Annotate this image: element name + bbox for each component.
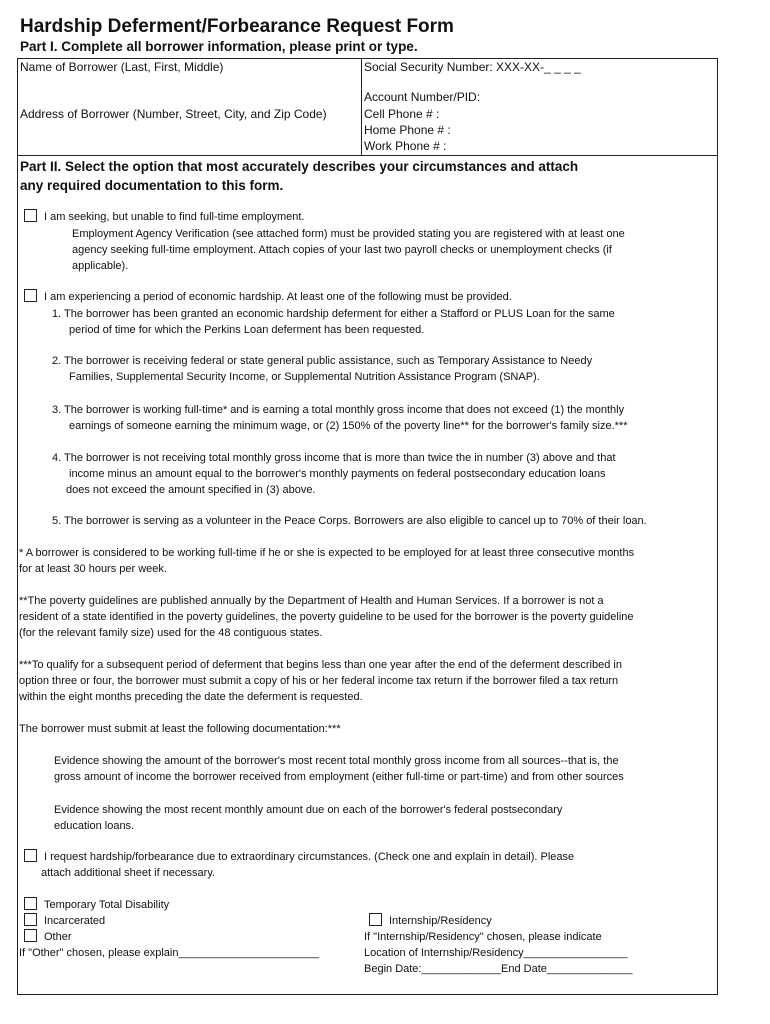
other-label: Other (44, 931, 72, 943)
account-label: Account Number/PID: (364, 90, 481, 104)
hardship-item-2-line2: Families, Supplemental Security Income, or Supplemental Nutrition Assistance Program (SNAP). (69, 371, 540, 383)
account-field[interactable] (364, 90, 480, 104)
cell-phone-field[interactable] (364, 107, 439, 121)
name-field[interactable] (20, 60, 223, 74)
extraordinary-circumstances-checkbox[interactable] (24, 849, 37, 862)
name-label: Name of Borrower (Last, First, Middle) (20, 60, 224, 74)
footnote-3-line3: within the eight months preceding the date the deferment is requested. (19, 691, 363, 703)
part2-heading-line1: Part II. Select the option that most accurately describes your circumstances and attach (20, 159, 579, 174)
unemployment-option-label: I am seeking, but unable to find full-time employment. (44, 211, 305, 223)
address-field[interactable] (20, 107, 327, 121)
hardship-item-3-line2: earnings of someone earning the minimum wage, or (2) 150% of the poverty line** for the borrower's family size.*** (69, 420, 628, 432)
work-phone-label: Work Phone # : (364, 139, 447, 153)
hardship-item-2-line1: 2. The borrower is receiving federal or state general public assistance, such as Temporary Assistance to Needy (52, 355, 593, 367)
footnote-2-line3: (for the relevant family size) used for the 48 contiguous states. (19, 627, 323, 639)
hardship-item-5: 5. The borrower is serving as a volunteer in the Peace Corps. Borrowers are also eligible to cancel up to 70% of their loan. (52, 515, 647, 527)
other-checkbox[interactable] (24, 929, 37, 942)
part1-vertical-divider (361, 58, 362, 155)
hardship-item-3-line1: 3. The borrower is working full-time* and is earning a total monthly gross income that does not exceed (1) the monthly (52, 404, 625, 416)
hardship-item-1-line2: period of time for which the Perkins Loan deferment has been requested. (69, 324, 425, 336)
footnote-3-line1: ***To qualify for a subsequent period of deferment that begins less than one year after the end of the deferment described in (19, 659, 622, 671)
extraordinary-option-label-line2: attach additional sheet if necessary. (41, 867, 216, 879)
footnote-1-line2: for at least 30 hours per week. (19, 563, 167, 575)
footnote-1-line1: * A borrower is considered to be working full-time if he or she is expected to be employed for at least three consecutive months (19, 547, 635, 559)
extraordinary-option-label: I request hardship/forbearance due to extraordinary circumstances. (Check one and explain in detail). Please (44, 851, 575, 863)
hardship-item-1-line1: 1. The borrower has been granted an economic hardship deferment for either a Stafford or PLUS Loan for the same (52, 308, 615, 320)
incarcerated-checkbox[interactable] (24, 913, 37, 926)
work-phone-field[interactable] (364, 139, 447, 153)
economic-hardship-checkbox[interactable] (24, 289, 37, 302)
internship-location-field[interactable]: Location of Internship/Residency_________________ (364, 947, 628, 959)
economic-hardship-option-label: I am experiencing a period of economic hardship. At least one of the following must be provided. (44, 291, 512, 303)
documentation-intro: The borrower must submit at least the following documentation:*** (19, 723, 341, 735)
other-explain-field[interactable]: If "Other" chosen, please explain_______________________ (19, 947, 320, 959)
part2-heading-line2: any required documentation to this form. (20, 178, 284, 193)
documentation-2-line1: Evidence showing the most recent monthly amount due on each of the borrower's federal postsecondary (54, 804, 563, 816)
hardship-item-4-line2: income minus an amount equal to the borrower's monthly payments on federal postsecondary education loans (69, 468, 606, 480)
unemployment-desc-line3: applicable). (72, 260, 129, 272)
address-label: Address of Borrower (Number, Street, City, and Zip Code) (20, 107, 327, 121)
ssn-label: Social Security Number: XXX-XX-_ _ _ _ (364, 60, 581, 74)
footnote-3-line2: option three or four, the borrower must submit a copy of his or her federal income tax return if the borrower filed a tax return (19, 675, 619, 687)
internship-indicate-text: If "Internship/Residency" chosen, please indicate (364, 931, 602, 943)
footnote-2-line2: resident of a state identified in the poverty guidelines, the poverty guideline to be used for the borrower is the poverty guideline (19, 611, 634, 623)
footnote-2-line1: **The poverty guidelines are published annually by the Department of Health and Human Services. If a borrower is not a (19, 595, 604, 607)
internship-residency-checkbox[interactable] (369, 913, 382, 926)
documentation-1-line1: Evidence showing the amount of the borrower's most recent total monthly gross income from all sources--that is, the (54, 755, 619, 767)
unemployment-desc-line2: agency seeking full-time employment. Attach copies of your last two payroll checks or unemployment checks (if (72, 244, 612, 256)
hardship-item-4-line1: 4. The borrower is not receiving total monthly gross income that is more than twice the in number (3) above and that (52, 452, 616, 464)
home-phone-field[interactable] (364, 123, 451, 137)
cell-phone-label: Cell Phone # : (364, 107, 440, 121)
documentation-1-line2: gross amount of income the borrower received from employment (either full-time or part-time) and from other sources (54, 771, 624, 783)
temporary-disability-label: Temporary Total Disability (44, 899, 170, 911)
documentation-2-line2: education loans. (54, 820, 135, 832)
hardship-item-4-line3: does not exceed the amount specified in (3) above. (66, 484, 316, 496)
temporary-disability-checkbox[interactable] (24, 897, 37, 910)
incarcerated-label: Incarcerated (44, 915, 106, 927)
internship-residency-label: Internship/Residency (389, 915, 492, 927)
part1-heading: Part I. Complete all borrower information, please print or type. (20, 39, 418, 54)
ssn-field[interactable] (364, 60, 581, 74)
unemployment-checkbox[interactable] (24, 209, 37, 222)
form-title: Hardship Deferment/Forbearance Request Form (20, 16, 454, 37)
unemployment-desc-line1: Employment Agency Verification (see attached form) must be provided stating you are registered with at least one (72, 228, 625, 240)
internship-dates-field[interactable]: Begin Date:_____________End Date______________ (364, 963, 633, 975)
home-phone-label: Home Phone # : (364, 123, 451, 137)
